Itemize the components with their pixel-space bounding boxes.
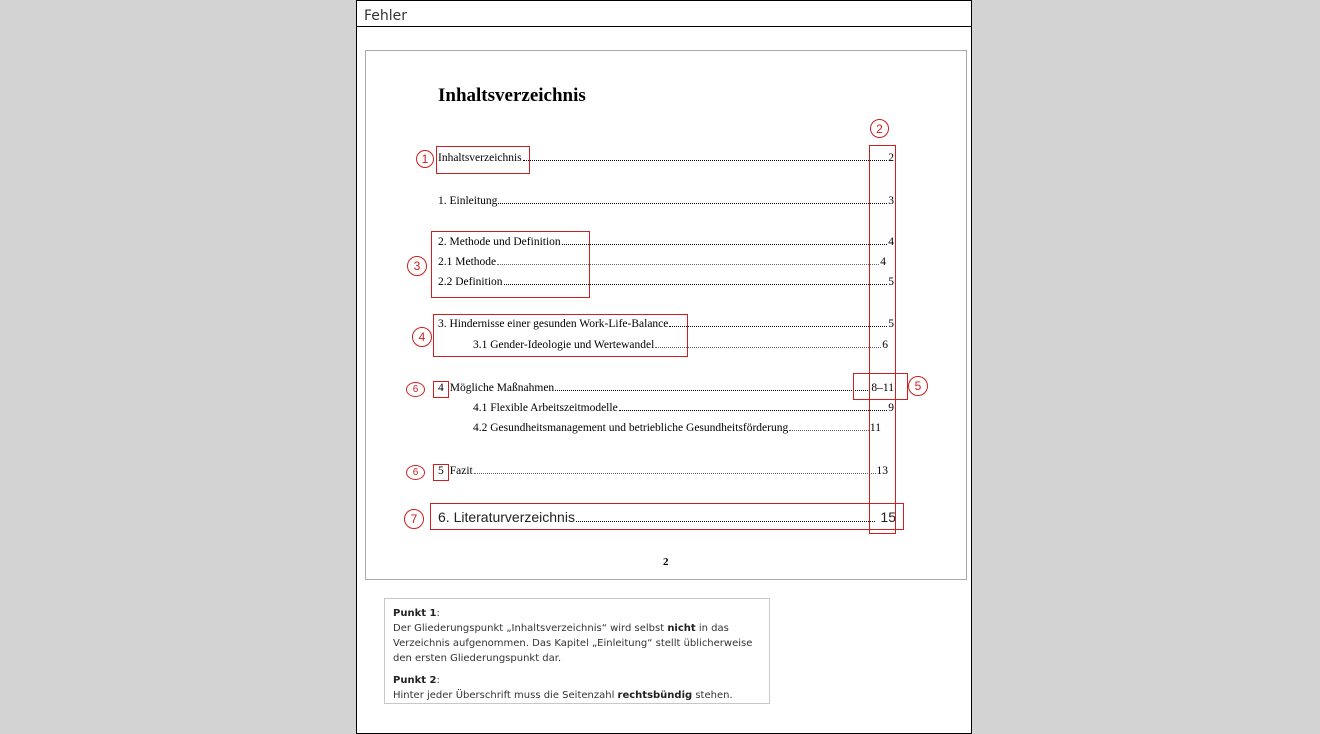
toc-leader <box>789 429 869 431</box>
annotation-box-6b <box>433 464 449 481</box>
toc-entry-page: 15 <box>880 509 896 525</box>
note-title: Punkt 2 <box>393 675 437 686</box>
annotation-number: 6 <box>406 465 425 480</box>
annotation-number: 1 <box>416 150 434 168</box>
toc-entry <box>438 465 888 477</box>
annotation-box-5 <box>853 373 908 400</box>
toc-entry-page: 6 <box>882 339 888 351</box>
annotation-number: 3 <box>407 256 427 276</box>
annotation-box-7 <box>430 503 904 530</box>
toc-entry-label: Mögliche Maßnahmen <box>449 382 555 394</box>
toc-entry-label: Inhaltsverzeichnis <box>438 152 522 164</box>
annotation-box-1 <box>436 146 530 174</box>
toc-entry-label: 3.1 Gender-Ideologie und Wertewandel <box>473 339 655 351</box>
toc-entry-page: 11 <box>869 422 881 434</box>
error-panel <box>356 0 972 734</box>
toc-entry-page: 5 <box>888 318 894 330</box>
annotation-box-2 <box>869 145 896 534</box>
toc-heading: Inhaltsverzeichnis <box>438 85 586 106</box>
toc-entry-page: 13 <box>876 465 888 477</box>
toc-entry-label: 6. Literaturverzeichnis <box>438 509 575 525</box>
toc-entry <box>438 195 894 207</box>
toc-entry-label: 2.2 Definition <box>438 276 503 288</box>
toc-entry-page: 3 <box>888 195 894 207</box>
annotation-number: 2 <box>870 119 889 138</box>
toc-leader <box>655 346 881 348</box>
annotation-number: 5 <box>908 376 928 396</box>
explanation-notes <box>384 598 770 704</box>
toc-entry-page: 4 <box>880 256 886 268</box>
toc-leader <box>474 472 876 474</box>
note-punkt-1: Punkt 1: Der Gliederungspunkt „Inhaltsverzeichnis“ wird selbst nicht in das Verzeichnis aufgenommen. Das Kapitel „Einleitung“ stellt üblicherweise den ersten Gliederungspunkt dar. <box>393 608 753 664</box>
note-text: stehen. <box>692 690 733 701</box>
annotation-number: 7 <box>404 509 424 529</box>
annotation-number: 6 <box>406 382 425 397</box>
note-text: Hinter jeder Überschrift muss die Seitenzahl <box>393 690 618 701</box>
toc-leader <box>555 389 870 391</box>
note-title: Punkt 1 <box>393 608 437 619</box>
toc-leader <box>669 325 887 327</box>
toc-entry-page: 9 <box>888 402 894 414</box>
toc-entry-page: 8–11 <box>871 382 894 394</box>
toc-entry-label: 2. Methode und Definition <box>438 236 561 248</box>
toc-entry <box>473 422 881 434</box>
document-preview <box>365 50 967 580</box>
toc-entry-page: 5 <box>888 276 894 288</box>
note-punkt-2: Punkt 2: Hinter jeder Überschrift muss die Seitenzahl rechtsbündig stehen. <box>393 675 733 701</box>
annotation-box-4 <box>433 314 688 357</box>
toc-entry-label: Fazit <box>449 465 473 477</box>
annotation-number: 4 <box>412 327 432 347</box>
toc-entry-number: 5 <box>438 465 444 477</box>
note-emphasis: rechtsbündig <box>617 690 693 701</box>
toc-entry <box>473 402 894 414</box>
toc-entry-page: 4 <box>888 236 894 248</box>
toc-entry-label: 4.1 Flexible Arbeitszeitmodelle <box>473 402 618 414</box>
toc-leader <box>562 243 888 245</box>
note-text: in das Verzeichnis aufgenommen. Das Kapitel „Einleitung“ stellt üblicherweise den ersten Gliederungspunkt dar. <box>393 623 753 664</box>
toc-entry-label: 1. Einleitung <box>438 195 498 207</box>
note-emphasis: nicht <box>667 623 696 634</box>
panel-title: Fehler <box>357 1 971 27</box>
toc-entry-number: 4 <box>438 382 444 394</box>
toc-leader <box>523 159 888 161</box>
toc-leader <box>619 409 888 411</box>
toc-entry-label: 3. Hindernisse einer gesunden Work-Life-Balance <box>438 318 669 330</box>
page-number: 2 <box>663 556 669 568</box>
annotation-box-3 <box>431 231 590 298</box>
toc-entry-label: 4.2 Gesundheitsmanagement und betriebliche Gesundheitsförderung <box>473 422 789 434</box>
toc-entry-page: 2 <box>888 152 894 164</box>
note-text: Der Gliederungspunkt „Inhaltsverzeichnis“ wird selbst <box>393 623 668 634</box>
annotation-box-6a <box>433 381 449 398</box>
toc-leader <box>498 202 887 204</box>
toc-entry <box>438 382 894 394</box>
toc-entry-label: 2.1 Methode <box>438 256 497 268</box>
